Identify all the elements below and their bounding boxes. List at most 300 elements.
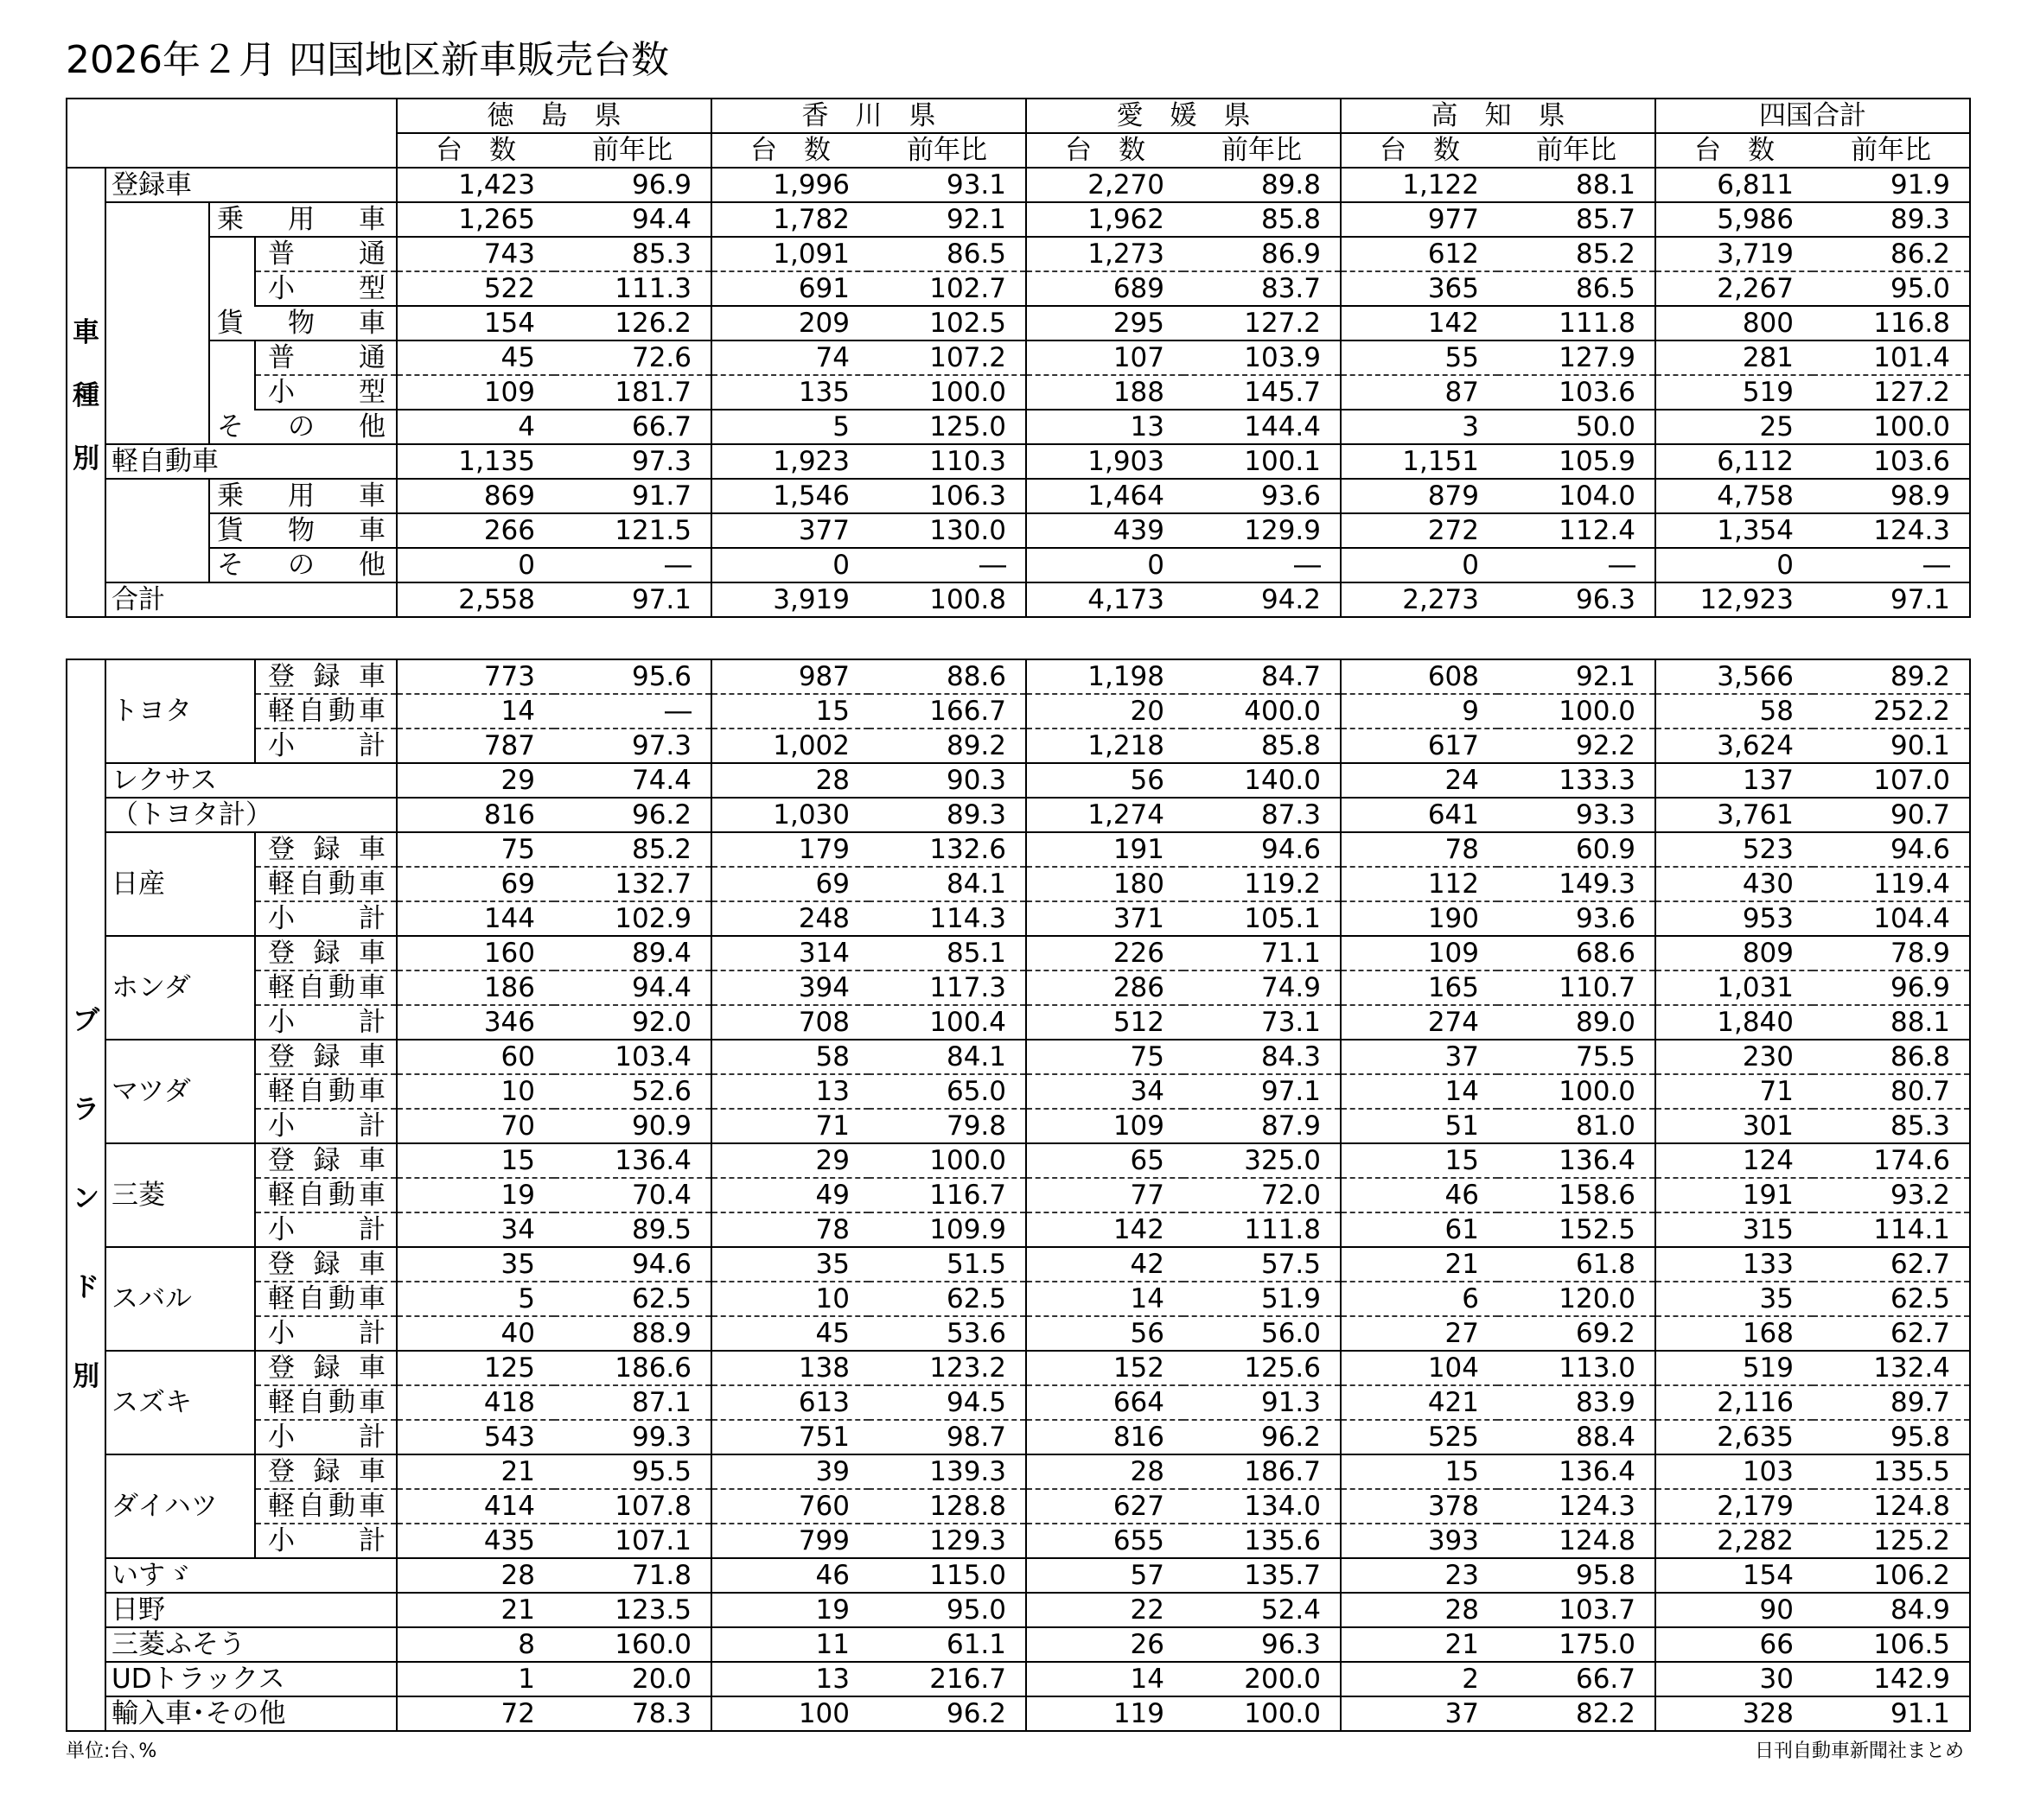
- category-label: 登録車: [105, 168, 397, 202]
- count-cell: 28: [1026, 1454, 1183, 1489]
- ratio-cell: 72.0: [1183, 1178, 1341, 1212]
- ratio-cell: 96.2: [869, 1696, 1026, 1731]
- count-cell: 29: [711, 1143, 869, 1178]
- ratio-cell: 110.7: [1498, 970, 1655, 1005]
- count-cell: 1,002: [711, 729, 869, 763]
- ratio-cell: 92.0: [554, 1005, 711, 1040]
- unit-note: 単位:台､%: [66, 1740, 157, 1762]
- ratio-cell: 103.6: [1498, 375, 1655, 410]
- brand-name: ダイハツ: [105, 1454, 255, 1558]
- ratio-cell: 103.9: [1183, 340, 1341, 375]
- subcategory-label: 貨物車: [209, 513, 397, 548]
- ratio-cell: 132.4: [1813, 1351, 1970, 1385]
- count-cell: 0: [1341, 548, 1498, 582]
- count-cell: 28: [711, 763, 869, 798]
- ratio-cell: 107.2: [869, 340, 1026, 375]
- count-cell: 655: [1026, 1524, 1183, 1558]
- count-cell: 421: [1341, 1385, 1498, 1420]
- count-cell: 109: [1026, 1109, 1183, 1143]
- header-row: [67, 99, 1970, 133]
- ratio-cell: 89.8: [1183, 168, 1341, 202]
- count-cell: 439: [1026, 513, 1183, 548]
- size-label: 小型: [255, 375, 397, 410]
- ratio-cell: 66.7: [554, 410, 711, 444]
- count-cell: 4,758: [1655, 479, 1813, 513]
- ratio-cell: 93.6: [1183, 479, 1341, 513]
- count-cell: 19: [711, 1593, 869, 1627]
- ratio-cell: 51.9: [1183, 1282, 1341, 1316]
- count-cell: 104: [1341, 1351, 1498, 1385]
- brand-sub-label: 軽自動車: [255, 1178, 397, 1212]
- brand-sub-label: 軽自動車: [255, 694, 397, 729]
- count-cell: 21: [397, 1454, 554, 1489]
- count-cell: 281: [1655, 340, 1813, 375]
- count-cell: 209: [711, 306, 869, 340]
- table-row: [67, 1316, 1970, 1351]
- count-cell: 512: [1026, 1005, 1183, 1040]
- ratio-cell: 117.3: [869, 970, 1026, 1005]
- count-cell: 14: [1341, 1074, 1498, 1109]
- ratio-cell: 106.5: [1813, 1627, 1970, 1662]
- count-cell: 56: [1026, 763, 1183, 798]
- size-label: 普通: [255, 237, 397, 271]
- region-header: 四国合計: [1655, 99, 1970, 133]
- count-cell: 519: [1655, 1351, 1813, 1385]
- table-row: [67, 548, 1970, 582]
- ratio-cell: 86.5: [869, 237, 1026, 271]
- count-cell: 138: [711, 1351, 869, 1385]
- table-row: [67, 1420, 1970, 1454]
- table-row: [67, 1212, 1970, 1247]
- ratio-cell: 133.3: [1498, 763, 1655, 798]
- count-cell: 11: [711, 1627, 869, 1662]
- ratio-cell: 85.3: [1813, 1109, 1970, 1143]
- ratio-cell: 85.2: [554, 832, 711, 867]
- ratio-cell: 92.2: [1498, 729, 1655, 763]
- indent-cell: [105, 548, 209, 582]
- count-cell: 8: [397, 1627, 554, 1662]
- table-row: [67, 901, 1970, 936]
- count-cell: 2: [1341, 1662, 1498, 1696]
- count-cell: 394: [711, 970, 869, 1005]
- table-row: [67, 1178, 1970, 1212]
- ratio-cell: 111.8: [1498, 306, 1655, 340]
- region-header: 徳 島 県: [397, 99, 711, 133]
- brand-sub-label: 登録車: [255, 1351, 397, 1385]
- ratio-cell: 62.7: [1813, 1316, 1970, 1351]
- ratio-header: 前年比: [869, 133, 1026, 168]
- count-cell: 69: [397, 867, 554, 901]
- ratio-cell: 96.9: [1813, 970, 1970, 1005]
- count-cell: 879: [1341, 479, 1498, 513]
- brand-sub-label: 軽自動車: [255, 1385, 397, 1420]
- ratio-cell: 89.5: [554, 1212, 711, 1247]
- count-cell: 133: [1655, 1247, 1813, 1282]
- count-cell: 154: [1655, 1558, 1813, 1593]
- ratio-cell: 94.2: [1183, 582, 1341, 617]
- ratio-cell: 53.6: [869, 1316, 1026, 1351]
- table-row: [67, 763, 1970, 798]
- brand-name: 日産: [105, 832, 255, 936]
- table-row: [67, 1627, 1970, 1662]
- brand-name: 三菱ふそう: [105, 1627, 397, 1662]
- count-cell: 6: [1341, 1282, 1498, 1316]
- count-cell: 168: [1655, 1316, 1813, 1351]
- count-cell: 418: [397, 1385, 554, 1420]
- ratio-cell: 109.9: [869, 1212, 1026, 1247]
- count-cell: 4,173: [1026, 582, 1183, 617]
- ratio-cell: 100.0: [869, 375, 1026, 410]
- ratio-cell: 149.3: [1498, 867, 1655, 901]
- count-cell: 119: [1026, 1696, 1183, 1731]
- ratio-cell: 144.4: [1183, 410, 1341, 444]
- brand-name: マツダ: [105, 1040, 255, 1143]
- subcategory-label: その他: [209, 410, 397, 444]
- region-header: 高 知 県: [1341, 99, 1655, 133]
- count-cell: 2,635: [1655, 1420, 1813, 1454]
- count-header: 台 数: [1655, 133, 1813, 168]
- count-cell: 58: [711, 1040, 869, 1074]
- ratio-header: 前年比: [1498, 133, 1655, 168]
- count-cell: 743: [397, 237, 554, 271]
- ratio-cell: 105.1: [1183, 901, 1341, 936]
- ratio-cell: 93.2: [1813, 1178, 1970, 1212]
- ratio-cell: 106.2: [1813, 1558, 1970, 1593]
- ratio-cell: 60.9: [1498, 832, 1655, 867]
- brand-sub-label: 小計: [255, 1524, 397, 1558]
- count-cell: 39: [711, 1454, 869, 1489]
- ratio-cell: 52.6: [554, 1074, 711, 1109]
- ratio-cell: 96.9: [554, 168, 711, 202]
- count-cell: 799: [711, 1524, 869, 1558]
- label-char: ン: [73, 1182, 99, 1214]
- count-cell: 328: [1655, 1696, 1813, 1731]
- ratio-cell: 68.6: [1498, 936, 1655, 970]
- ratio-cell: 96.3: [1183, 1627, 1341, 1662]
- indent-cell: [105, 340, 209, 375]
- ratio-cell: 62.5: [869, 1282, 1026, 1316]
- ratio-cell: 84.1: [869, 1040, 1026, 1074]
- table-row: [67, 513, 1970, 548]
- label-char: 別: [73, 1360, 99, 1392]
- table-row: [67, 340, 1970, 375]
- brand-name: いすゞ: [105, 1558, 397, 1593]
- table-row: [67, 970, 1970, 1005]
- ratio-cell: 134.0: [1183, 1489, 1341, 1524]
- count-cell: 3,761: [1655, 798, 1813, 832]
- vehicle-type-table: [66, 98, 1971, 618]
- ratio-cell: 84.3: [1183, 1040, 1341, 1074]
- ratio-cell: 92.1: [1498, 659, 1655, 694]
- ratio-cell: 115.0: [869, 1558, 1026, 1593]
- ratio-cell: 107.0: [1813, 763, 1970, 798]
- count-cell: 21: [1341, 1627, 1498, 1662]
- ratio-cell: 175.0: [1498, 1627, 1655, 1662]
- count-cell: 977: [1341, 202, 1498, 237]
- table-row: [67, 729, 1970, 763]
- ratio-cell: 136.4: [554, 1143, 711, 1178]
- count-cell: 25: [1655, 410, 1813, 444]
- ratio-cell: 65.0: [869, 1074, 1026, 1109]
- ratio-cell: 112.4: [1498, 513, 1655, 548]
- count-cell: 1,198: [1026, 659, 1183, 694]
- count-cell: 15: [1341, 1143, 1498, 1178]
- brand-sub-label: 小計: [255, 1420, 397, 1454]
- count-cell: 29: [397, 763, 554, 798]
- table-row: [67, 1524, 1970, 1558]
- brand-name: （トヨタ計）: [105, 798, 397, 832]
- indent-cell: [105, 375, 209, 410]
- table-row: [67, 1282, 1970, 1316]
- count-cell: 1,546: [711, 479, 869, 513]
- count-cell: 87: [1341, 375, 1498, 410]
- count-cell: 689: [1026, 271, 1183, 306]
- count-cell: 3,719: [1655, 237, 1813, 271]
- count-cell: 24: [1341, 763, 1498, 798]
- ratio-cell: 95.8: [1813, 1420, 1970, 1454]
- brand-name: スズキ: [105, 1351, 255, 1454]
- ratio-cell: 74.4: [554, 763, 711, 798]
- ratio-cell: 200.0: [1183, 1662, 1341, 1696]
- count-cell: 190: [1341, 901, 1498, 936]
- brand-sub-label: 軽自動車: [255, 1074, 397, 1109]
- count-cell: 78: [1341, 832, 1498, 867]
- count-cell: 1,030: [711, 798, 869, 832]
- ratio-cell: 86.2: [1813, 237, 1970, 271]
- ratio-cell: 82.2: [1498, 1696, 1655, 1731]
- count-cell: 4: [397, 410, 554, 444]
- ratio-cell: 127.9: [1498, 340, 1655, 375]
- count-cell: 519: [1655, 375, 1813, 410]
- ratio-cell: 85.8: [1183, 729, 1341, 763]
- ratio-cell: 90.1: [1813, 729, 1970, 763]
- count-cell: 1,274: [1026, 798, 1183, 832]
- table-row: [67, 444, 1970, 479]
- count-cell: 0: [711, 548, 869, 582]
- ratio-cell: 84.7: [1183, 659, 1341, 694]
- count-cell: 109: [1341, 936, 1498, 970]
- brand-sub-label: 小計: [255, 1212, 397, 1247]
- table-row: [67, 202, 1970, 237]
- ratio-cell: 140.0: [1183, 763, 1341, 798]
- ratio-cell: 96.2: [554, 798, 711, 832]
- ratio-cell: ―: [554, 694, 711, 729]
- ratio-cell: 97.1: [1813, 582, 1970, 617]
- ratio-cell: 102.5: [869, 306, 1026, 340]
- table-row: [67, 1040, 1970, 1074]
- table-row: [67, 375, 1970, 410]
- count-cell: 100: [711, 1696, 869, 1731]
- ratio-cell: 88.4: [1498, 1420, 1655, 1454]
- count-cell: 49: [711, 1178, 869, 1212]
- count-cell: 21: [397, 1593, 554, 1627]
- table-row: [67, 1454, 1970, 1489]
- count-cell: 0: [397, 548, 554, 582]
- count-cell: 5: [397, 1282, 554, 1316]
- brand-name: UDトラックス: [105, 1662, 397, 1696]
- ratio-cell: 95.8: [1498, 1558, 1655, 1593]
- count-cell: 708: [711, 1005, 869, 1040]
- ratio-cell: 102.9: [554, 901, 711, 936]
- table-row: [67, 1593, 1970, 1627]
- count-cell: 12,923: [1655, 582, 1813, 617]
- table-row: [67, 271, 1970, 306]
- count-cell: 35: [1655, 1282, 1813, 1316]
- brand-sub-label: 軽自動車: [255, 1282, 397, 1316]
- ratio-cell: 100.0: [869, 1143, 1026, 1178]
- ratio-cell: 124.8: [1813, 1489, 1970, 1524]
- count-cell: 2,558: [397, 582, 554, 617]
- ratio-cell: 95.6: [554, 659, 711, 694]
- count-cell: 66: [1655, 1627, 1813, 1662]
- ratio-cell: 62.5: [1813, 1282, 1970, 1316]
- count-cell: 75: [397, 832, 554, 867]
- count-cell: 191: [1655, 1178, 1813, 1212]
- brand-sub-label: 登録車: [255, 1247, 397, 1282]
- count-cell: 2,179: [1655, 1489, 1813, 1524]
- table-row: [67, 1143, 1970, 1178]
- ratio-cell: 86.9: [1183, 237, 1341, 271]
- count-cell: 23: [1341, 1558, 1498, 1593]
- table-row: [67, 832, 1970, 867]
- ratio-cell: 98.7: [869, 1420, 1026, 1454]
- count-cell: 55: [1341, 340, 1498, 375]
- count-cell: 34: [397, 1212, 554, 1247]
- brand-sub-label: 小計: [255, 901, 397, 936]
- ratio-cell: 114.3: [869, 901, 1026, 936]
- ratio-cell: 136.4: [1498, 1143, 1655, 1178]
- ratio-cell: 95.0: [1813, 271, 1970, 306]
- count-cell: 1,218: [1026, 729, 1183, 763]
- brand-name: スバル: [105, 1247, 255, 1351]
- ratio-header: 前年比: [1813, 133, 1970, 168]
- count-cell: 137: [1655, 763, 1813, 798]
- count-cell: 2,282: [1655, 1524, 1813, 1558]
- count-cell: 1,031: [1655, 970, 1813, 1005]
- table-row: [67, 168, 1970, 202]
- ratio-cell: 145.7: [1183, 375, 1341, 410]
- ratio-cell: 132.6: [869, 832, 1026, 867]
- label-char: 車: [73, 316, 99, 348]
- ratio-cell: 88.6: [869, 659, 1026, 694]
- count-cell: 42: [1026, 1247, 1183, 1282]
- count-cell: 274: [1341, 1005, 1498, 1040]
- ratio-cell: 94.4: [554, 970, 711, 1005]
- count-cell: 40: [397, 1316, 554, 1351]
- count-cell: 301: [1655, 1109, 1813, 1143]
- table-row: [67, 936, 1970, 970]
- ratio-cell: 125.6: [1183, 1351, 1341, 1385]
- ratio-cell: 100.0: [1813, 410, 1970, 444]
- ratio-cell: 100.0: [1183, 1696, 1341, 1731]
- category-label: 合計: [105, 582, 397, 617]
- count-cell: 664: [1026, 1385, 1183, 1420]
- count-cell: 1,996: [711, 168, 869, 202]
- count-cell: 77: [1026, 1178, 1183, 1212]
- ratio-cell: 90.9: [554, 1109, 711, 1143]
- count-cell: 13: [1026, 410, 1183, 444]
- label-char: 別: [73, 442, 99, 474]
- count-cell: 186: [397, 970, 554, 1005]
- ratio-cell: 100.0: [1498, 1074, 1655, 1109]
- subcategory-label: 乗用車: [209, 202, 397, 237]
- count-cell: 180: [1026, 867, 1183, 901]
- table-row: [67, 479, 1970, 513]
- count-cell: 160: [397, 936, 554, 970]
- table-row: [67, 867, 1970, 901]
- ratio-cell: 85.3: [554, 237, 711, 271]
- count-cell: 165: [1341, 970, 1498, 1005]
- ratio-cell: 91.3: [1183, 1385, 1341, 1420]
- table-row: [67, 1489, 1970, 1524]
- ratio-cell: 104.4: [1813, 901, 1970, 936]
- ratio-cell: 126.2: [554, 306, 711, 340]
- ratio-cell: 119.2: [1183, 867, 1341, 901]
- size-label: 小型: [255, 271, 397, 306]
- ratio-cell: 124.3: [1813, 513, 1970, 548]
- count-cell: 5: [711, 410, 869, 444]
- count-cell: 1,151: [1341, 444, 1498, 479]
- count-cell: 613: [711, 1385, 869, 1420]
- ratio-cell: 106.3: [869, 479, 1026, 513]
- count-cell: 641: [1341, 798, 1498, 832]
- count-cell: 45: [711, 1316, 869, 1351]
- ratio-cell: 103.4: [554, 1040, 711, 1074]
- subcategory-label: 乗用車: [209, 479, 397, 513]
- count-cell: 1,354: [1655, 513, 1813, 548]
- count-cell: 1,782: [711, 202, 869, 237]
- ratio-cell: 110.3: [869, 444, 1026, 479]
- source-note: 日刊自動車新聞社まとめ: [1754, 1740, 1964, 1762]
- ratio-cell: 62.5: [554, 1282, 711, 1316]
- subcategory-label: 貨物車: [209, 306, 397, 340]
- ratio-cell: 94.6: [1183, 832, 1341, 867]
- ratio-cell: 116.7: [869, 1178, 1026, 1212]
- count-cell: 46: [1341, 1178, 1498, 1212]
- ratio-cell: 100.0: [1498, 694, 1655, 729]
- count-cell: 142: [1026, 1212, 1183, 1247]
- count-cell: 226: [1026, 936, 1183, 970]
- ratio-cell: 186.6: [554, 1351, 711, 1385]
- label-char: 種: [73, 379, 99, 411]
- count-cell: 377: [711, 513, 869, 548]
- count-cell: 522: [397, 271, 554, 306]
- indent-cell: [105, 513, 209, 548]
- brand-sub-label: 小計: [255, 1005, 397, 1040]
- ratio-cell: 79.8: [869, 1109, 1026, 1143]
- ratio-cell: 66.7: [1498, 1662, 1655, 1696]
- table-row: [67, 1696, 1970, 1731]
- ratio-cell: 123.5: [554, 1593, 711, 1627]
- count-cell: 109: [397, 375, 554, 410]
- count-cell: 103: [1655, 1454, 1813, 1489]
- brand-name: レクサス: [105, 763, 397, 798]
- page-title: 2026年２月 四国地区新車販売台数: [66, 38, 669, 82]
- count-cell: 3: [1341, 410, 1498, 444]
- ratio-cell: 101.4: [1813, 340, 1970, 375]
- count-cell: 34: [1026, 1074, 1183, 1109]
- count-cell: 135: [711, 375, 869, 410]
- ratio-cell: ―: [869, 548, 1026, 582]
- ratio-cell: 127.2: [1813, 375, 1970, 410]
- ratio-cell: 136.4: [1498, 1454, 1655, 1489]
- count-cell: 179: [711, 832, 869, 867]
- count-cell: 3,919: [711, 582, 869, 617]
- count-cell: 27: [1341, 1316, 1498, 1351]
- subcategory-label: その他: [209, 548, 397, 582]
- ratio-cell: 61.8: [1498, 1247, 1655, 1282]
- brand-sub-label: 小計: [255, 1109, 397, 1143]
